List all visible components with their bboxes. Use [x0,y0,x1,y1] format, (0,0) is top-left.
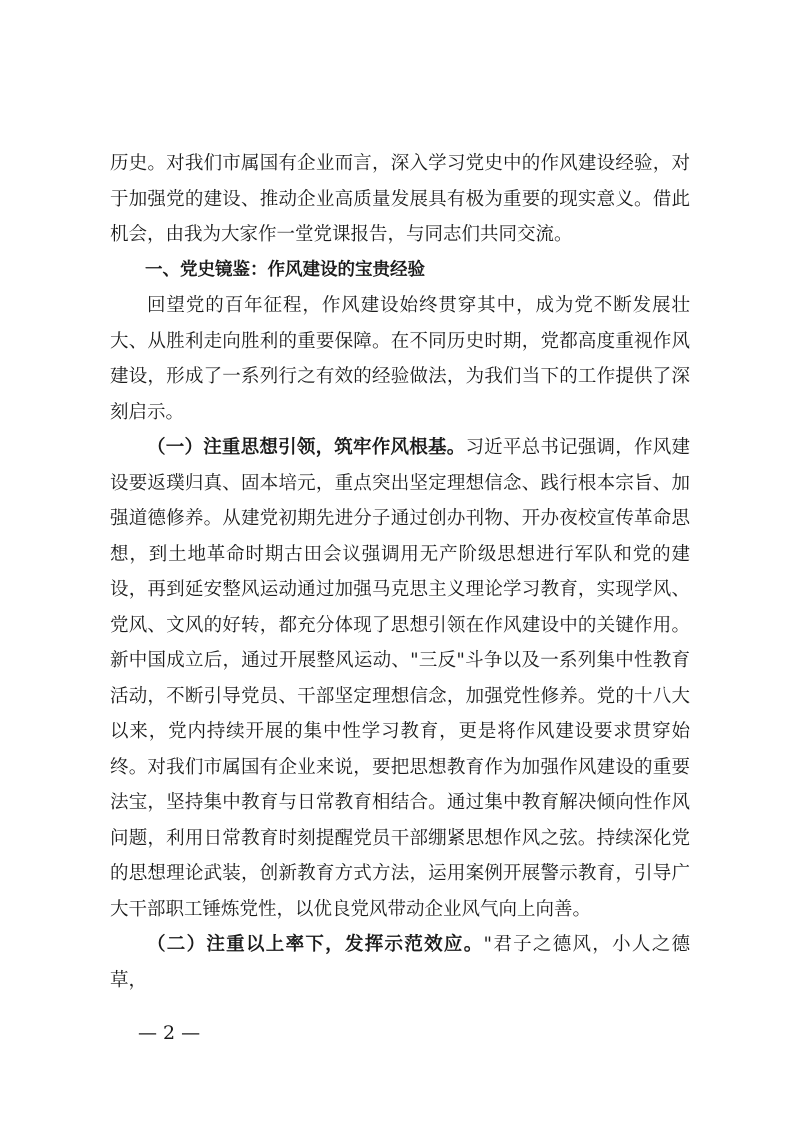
paragraph-intro: 回望党的百年征程，作风建设始终贯穿其中，成为党不断发展壮大、从胜利走向胜利的重要保障。在不同历史时期，党都高度重视作风建设，形成了一系列行之有效的经验做法，为我们当下的工作提供了深刻启示。 [110,295,690,423]
section-heading: 一、党史镜鉴：作风建设的宝贵经验 [145,259,425,280]
point-1-lead: （一）注重思想引领，筑牢作风根基。 [147,437,466,458]
paragraph-point-2 [110,927,690,998]
page-number: — 2 — [138,1022,201,1044]
document-body [110,146,690,998]
point-2-text: "君子之德风，小人之德草， [110,934,690,991]
paragraph-point-1 [110,430,690,927]
paragraph-continuation: 历史。对我们市属国有企业而言，深入学习党史中的作风建设经验，对于加强党的建设、推动企业高质量发展具有极为重要的现实意义。借此机会，由我为大家作一堂党课报告，与同志们共同交流。 [110,153,690,245]
point-1-text: 习近平总书记强调，作风建设要返璞归真、固本培元，重点突出坚定理想信念、践行根本宗旨、加强道德修养。从建党初期先进分子通过创办刊物、开办夜校宣传革命思想，到土地革命时期古田会议强调用无产阶级思想进行军队和党的建设，再到延安整风运动通过加强马克思主义理论学习教育，实现学风、党风、文风的好转，都充分体现了思想引领在作风建设中的关键作用。新中国成立后，通过开展整风运动、"三反"斗争以及一系列集中性教育活动，不断引导党员、干部坚定理想信念，加强党性修养。党的十八大以来，党内持续开展的集中性学习教育，更是将作风建设要求贯穿始终。对我们市属国有企业来说，要把思想教育作为加强作风建设的重要法宝，坚持集中教育与日常教育相结合。通过集中教育解决倾向性作风问题，利用日常教育时刻提醒党员干部绷紧思想作风之弦。持续深化党的思想理论武装，创新教育方式方法，运用案例开展警示教育，引导广大干部职工锤炼党性，以优良党风带动企业风气向上向善。 [110,437,690,920]
point-2-lead: （二）注重以上率下，发挥示范效应。 [147,934,484,955]
